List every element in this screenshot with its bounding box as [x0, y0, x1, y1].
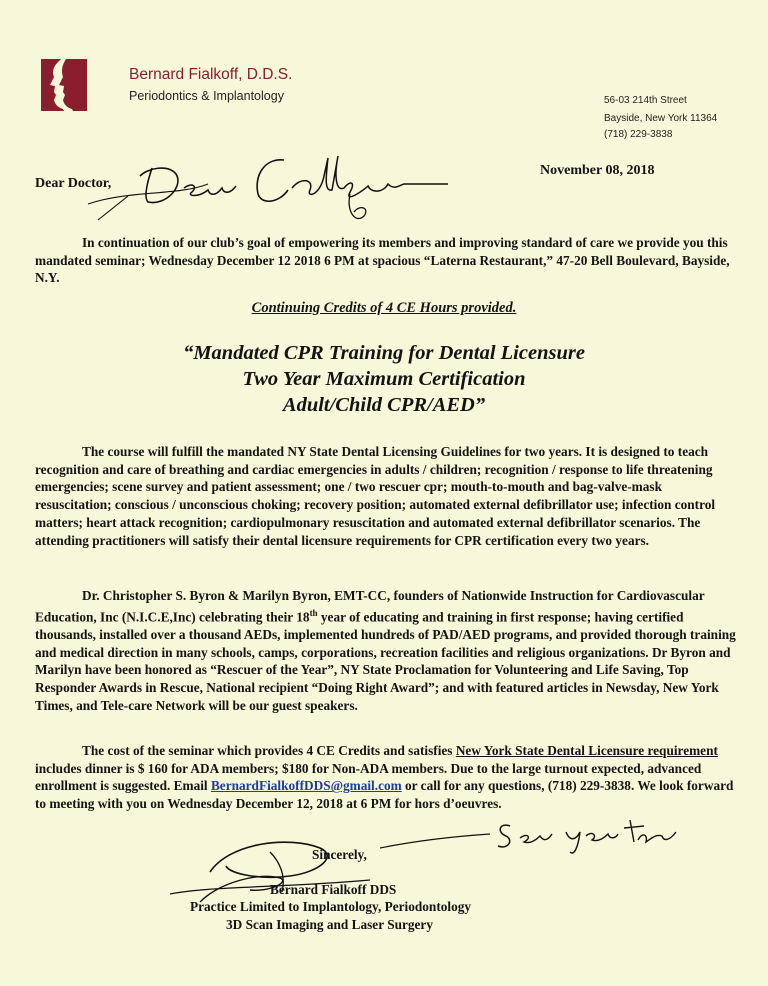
intro-paragraph: In continuation of our club’s goal of empowering its members and improving standard of care we provide you this mandated seminar; Wednesday December 12 2018 6 PM at spacious “Laterna Restaurant,” 47-20 Bell Boulevard, Bayside, N.Y.	[35, 235, 730, 286]
signer-name: Bernard Fialkoff DDS	[270, 882, 397, 897]
email-link[interactable]: BernardFialkoffDDS@gmail.com	[210, 778, 402, 794]
speakers-paragraph: Dr. Christopher S. Byron & Marilyn Byron, EMT-CC, founders of Nationwide Instruction for Cardiovascular Education, Inc (N.I.C.E,Inc) celebrating their 18th year of educating and training in first response; having certified thousands, installed over a thousand AEDs, implemented hundreds of PAD/AED programs, and provided thorough training and medical direction in many schools, camps, corporations, recreation facilities and religious organizations. Dr Byron and Marilyn have been honored as “Rescuer of the Year”, NY State Proclamation for Volunteering and Life Saving, Top Responder Awards in Rescue, National recipient “Doing Right Award”; and with featured articles in Newsday, New York Times, and Tele-care Network will be our guest speakers.	[35, 588, 736, 713]
salutation: Dear Doctor,	[35, 176, 112, 191]
handwritten-greeting-image	[88, 146, 458, 236]
course-paragraph: The course will fulfill the mandated NY State Dental Licensing Guidelines for two years. It is designed to teach recognition and care of breathing and cardiac emergencies in adults / children; recognition / response to life threatening emergencies; scene survey and patient assessment; one / two rescuer cpr; mouth-to-mouth and bag-valve-mask resuscitation; conscious / unconscious choking; recovery position; automated external defibrillator use; infection control matters; heart attack recognition; cardiopulmonary resuscitation and automated external defibrillator scenarios. The attending practitioners will satisfy their dental licensure requirements for CPR certification every two years.	[35, 444, 716, 548]
title-line: Adult/Child CPR/AED”	[282, 394, 486, 416]
address-city: Bayside, New York 11364	[604, 113, 718, 124]
logo-icon	[41, 59, 87, 111]
closing: Sincerely,	[312, 847, 367, 862]
letterhead-specialty: Periodontics & Implantology	[129, 89, 284, 103]
credits-line: Continuing Credits of 4 CE Hours provided.	[251, 300, 517, 316]
letterhead-name: Bernard Fialkoff, D.D.S.	[129, 66, 293, 83]
title-line: Two Year Maximum Certification	[242, 368, 526, 390]
signer-title-2: 3D Scan Imaging and Laser Surgery	[226, 917, 433, 932]
handwritten-note-image	[380, 812, 680, 862]
cost-paragraph: The cost of the seminar which provides 4 CE Credits and satisfies New York State Dental Licensure requirement includes dinner is $ 160 for ADA members; $180 for Non-ADA members. Due to the large turnout expected, advanced enrollment is suggested. Email BernardFialkoffDDS@gmail.com or call for any questions, (718) 229-3838. We look forward to meeting with you on Wednesday December 12, 2018 at 6 PM for hors d’oeuvres.	[35, 743, 734, 812]
letter-date: November 08, 2018	[540, 163, 655, 178]
seminar-title	[0, 340, 768, 418]
signer-title-1: Practice Limited to Implantology, Periodontology	[190, 899, 472, 914]
title-line: “Mandated CPR Training for Dental Licensure	[183, 342, 585, 364]
address-street: 56-03 214th Street	[604, 95, 687, 106]
address-phone: (718) 229-3838	[604, 129, 673, 140]
